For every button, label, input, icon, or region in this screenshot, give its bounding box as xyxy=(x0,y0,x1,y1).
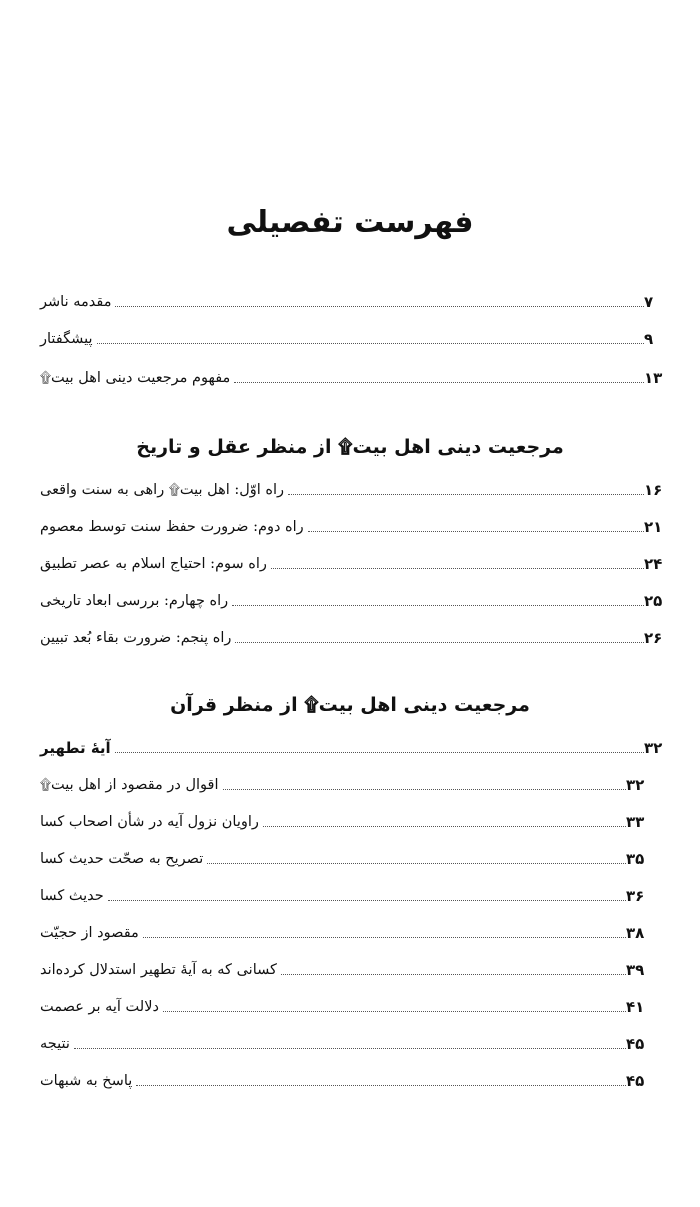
toc-entry-page: ۲۵ xyxy=(644,592,663,610)
toc-entry-label: راه سوم: احتیاج اسلام به عصر تطبیق xyxy=(40,556,267,572)
toc-entry-label: نتیجه xyxy=(40,1036,70,1052)
toc-entry-label: راه چهارم: بررسی ابعاد تاریخی xyxy=(40,593,229,609)
toc-entry-page: ۹ xyxy=(644,330,654,348)
toc-entry-label: راویان نزول آیه در شأن اصحاب کسا xyxy=(40,814,259,830)
toc-entry-page: ۳۹ xyxy=(626,961,645,979)
toc-leader xyxy=(108,900,626,901)
toc-entry-label: راه پنجم: ضرورت بقاء بُعد تبیین xyxy=(40,630,232,646)
toc-entry-page: ۳۶ xyxy=(626,887,645,905)
toc-entry-page: ۳۵ xyxy=(626,850,645,868)
toc-entry xyxy=(36,806,646,832)
toc-entry-page: ۲۴ xyxy=(644,555,663,573)
toc-entry-page: ۷ xyxy=(644,293,654,311)
toc-leader xyxy=(163,1011,626,1012)
toc-leader xyxy=(232,605,644,606)
toc-leader xyxy=(97,343,645,344)
toc-leader xyxy=(207,863,626,864)
toc-entry xyxy=(36,880,646,906)
toc-entry xyxy=(36,1028,646,1054)
section-heading: مرجعیت دینی اهل بیت۩ از منظر قرآن xyxy=(170,694,530,716)
toc-entry xyxy=(36,511,664,537)
toc-entry-label: راه دوم: ضرورت حفظ سنت توسط معصوم xyxy=(40,519,304,535)
toc-entry xyxy=(36,622,664,648)
toc-entry xyxy=(36,585,664,611)
toc-entry-label: پیشگفتار xyxy=(40,331,93,347)
toc-entry-page: ۴۵ xyxy=(626,1035,645,1053)
toc-entry xyxy=(36,1065,646,1091)
toc-entry-label: آیهٔ تطهیر xyxy=(40,739,111,757)
toc-entry xyxy=(36,548,664,574)
toc-entry xyxy=(36,991,646,1017)
toc-entry xyxy=(36,323,664,349)
toc-leader xyxy=(115,306,644,307)
toc-leader xyxy=(136,1085,626,1086)
page-title: فهرست تفصیلی xyxy=(226,205,474,240)
toc-entry xyxy=(36,954,646,980)
toc-entry-label: مفهوم مرجعیت دینی اهل بیت۩ xyxy=(40,370,231,386)
toc-entry-label: حدیث کسا xyxy=(40,888,104,904)
toc-entry xyxy=(36,769,646,795)
toc-entry-page: ۱۶ xyxy=(644,481,663,499)
toc-leader xyxy=(74,1048,626,1049)
toc-entry xyxy=(36,286,664,312)
toc-entry xyxy=(36,474,664,500)
toc-entry-label: دلالت آیه بر عصمت xyxy=(40,999,159,1015)
toc-leader xyxy=(235,642,644,643)
toc-leader xyxy=(115,752,644,753)
toc-leader xyxy=(281,974,626,975)
toc-entry-page: ۴۱ xyxy=(626,998,645,1016)
toc-leader xyxy=(263,826,626,827)
toc-entry-label: مقصود از حجیّت xyxy=(40,925,139,941)
toc-entry-page: ۴۵ xyxy=(626,1072,645,1090)
toc-entry-label: مقدمه ناشر xyxy=(40,294,112,310)
toc-leader xyxy=(234,382,644,383)
toc-entry-page: ۳۳ xyxy=(626,813,645,831)
toc-entry-page: ۳۸ xyxy=(626,924,645,942)
toc-leader xyxy=(288,494,644,495)
toc-entry xyxy=(36,843,646,869)
toc-entry xyxy=(36,917,646,943)
toc-entry-label: کسانی که به آیهٔ تطهیر استدلال کرده‌اند xyxy=(40,962,277,978)
toc-entry-page: ۳۲ xyxy=(626,776,645,794)
toc-entry-main xyxy=(36,732,664,758)
toc-entry xyxy=(36,362,664,388)
toc-leader xyxy=(143,937,626,938)
toc-entry-label: اقوال در مقصود از اهل بیت۩ xyxy=(40,777,219,793)
section-heading: مرجعیت دینی اهل بیت۩ از منظر عقل و تاریخ xyxy=(136,436,564,458)
toc-entry-page: ۲۶ xyxy=(644,629,663,647)
toc-leader xyxy=(223,789,627,790)
toc-leader xyxy=(308,531,644,532)
toc-entry-label: پاسخ به شبهات xyxy=(40,1073,133,1089)
toc-entry-page: ۲۱ xyxy=(644,518,663,536)
toc-entry-page: ۱۳ xyxy=(644,369,663,387)
toc-entry-label: تصریح به صحّت حدیث کسا xyxy=(40,851,204,867)
toc-leader xyxy=(271,568,644,569)
toc-entry-label: راه اوّل: اهل بیت۩ راهی به سنت واقعی xyxy=(40,482,285,498)
toc-entry-page: ۳۲ xyxy=(644,739,663,757)
